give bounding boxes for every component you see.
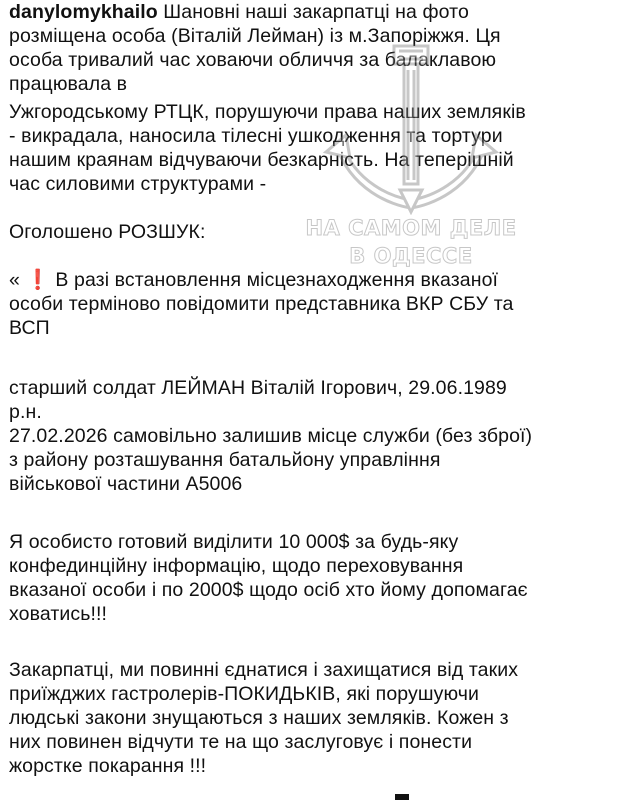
caption-line-8: час силовими структурами - (9, 173, 267, 195)
caption-line-7: нашим краянам відчуваючи безкарність. На теперішній (9, 149, 514, 171)
caption-text: Шановні наші закарпатці на фото (157, 1, 469, 23)
caption-line-alert-2: особи терміново повідомити представника ВКР СБУ та (9, 293, 514, 315)
caption-line-5: Ужгородському РТЦК, порушуючи права наших земляків (9, 101, 526, 123)
appeal-line-2: приїжджих гастролерів-ПОКИДЬКІВ, які порушуючи (9, 683, 480, 705)
appeal-line-1: Закарпатці, ми повинні єднатися і захищатися від таких (9, 659, 519, 681)
reward-line-4: ховатись!!! (9, 603, 108, 625)
soldier-info: старший солдат ЛЕЙМАН Віталій Ігорович, 29.06.1989 (9, 377, 507, 399)
caption-line-6: - викрадала, наносила тілесні ушкодження та тортури (9, 125, 503, 147)
wanted-heading: Оголошено РОЗШУК: (9, 221, 206, 243)
quote-mark: « (9, 269, 26, 291)
alert-text: В разі встановлення місцезнаходження вказаної (49, 269, 499, 291)
watermark-line-2: В ОДЕССЕ (349, 244, 473, 268)
caption-line-4: працювала в (9, 73, 128, 95)
bottom-edge-mark (395, 794, 409, 800)
caption-line-alert-3: ВСП (9, 317, 50, 339)
desertion-info-3: військової частини А5006 (9, 473, 243, 495)
caption-line-3: особа тривалий час ховаючи обличчя за балаклавою (9, 49, 497, 71)
reward-line-2: конфединційну інформацію, щодо переховування (9, 555, 464, 577)
desertion-info-2: з району розташування батальйону управління (9, 449, 441, 471)
post-caption (9, 0, 629, 778)
reward-line-1: Я особисто готовий виділити 10 000$ за будь-яку (9, 531, 459, 553)
appeal-line-4: них повинен відчути те на що заслуговує і понести (9, 731, 473, 753)
watermark-line-1: НА САМОМ ДЕЛЕ (305, 216, 517, 240)
caption-line-1 (9, 0, 629, 24)
caption-line-2: розміщена особа (Віталій Лейман) із м.Запоріжжя. Ця (9, 25, 501, 47)
reward-line-3: вказаної особи і по 2000$ щодо осіб хто йому допомагає (9, 579, 528, 601)
alert-line (9, 268, 629, 292)
appeal-line-5: жорстке покарання !!! (9, 755, 207, 777)
desertion-info: 27.02.2026 самовільно залишив місце служби (без зброї) (9, 425, 533, 447)
soldier-info-2: р.н. (9, 401, 42, 423)
exclamation-icon: ❗ (25, 269, 50, 291)
appeal-line-3: людські закони знущаються з наших земляків. Кожен з (9, 707, 509, 729)
username-link[interactable]: danylomykhailo (9, 1, 158, 23)
